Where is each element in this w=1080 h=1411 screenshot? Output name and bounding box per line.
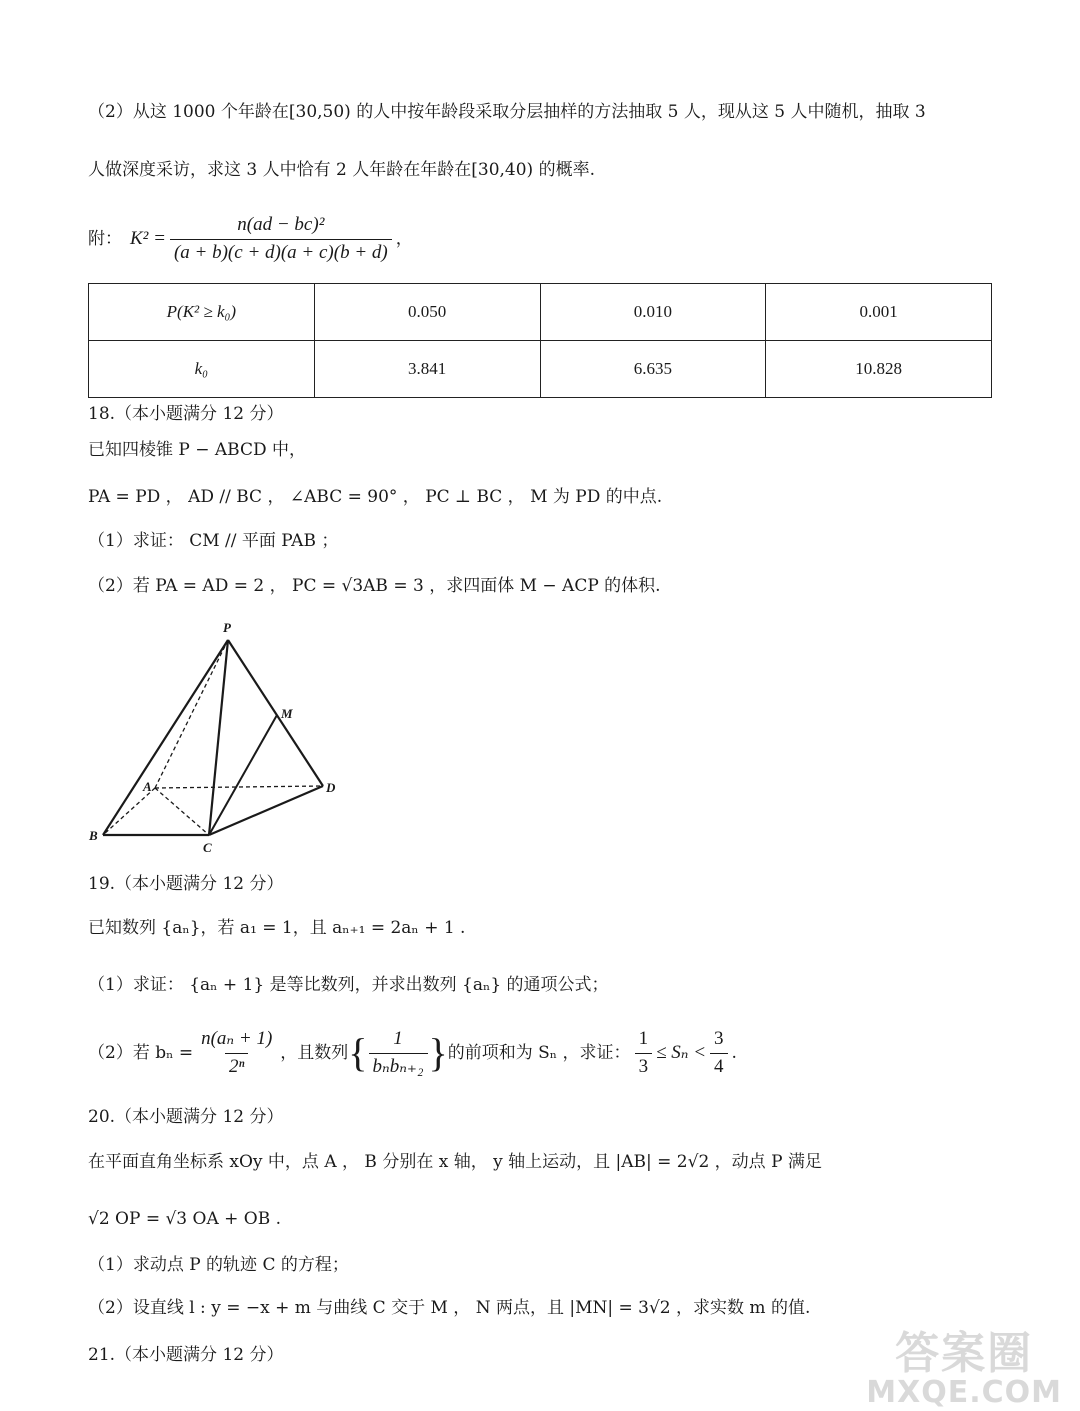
q18-line1: 已知四棱锥 P − ABCD 中，	[88, 440, 307, 460]
q19-seq-denominator: bₙbₙ₊₂	[369, 1053, 428, 1079]
left-brace: {	[348, 1030, 368, 1076]
table-row	[89, 341, 992, 398]
edge-AD-hidden	[155, 786, 323, 788]
label-D: D	[326, 780, 336, 795]
q19-line1: 已知数列 {aₙ}，若 a₁ = 1，且 aₙ₊₁ = 2aₙ + 1 .	[88, 918, 466, 938]
q19-right-denominator: 4	[710, 1053, 728, 1079]
label-B: B	[89, 828, 98, 843]
q18-line2: PA = PD ， AD // BC ， ∠ABC = 90° ， PC ⊥ BC ， M 为 PD 的中点.	[88, 487, 663, 507]
edge-PA-hidden	[155, 640, 228, 788]
table-cell: 0.010	[540, 284, 766, 341]
q19-ineq-mid: ≤ Sₙ <	[656, 1041, 707, 1063]
q19-heading: 19.（本小题满分 12 分）	[88, 874, 284, 894]
edge-PD	[228, 640, 323, 786]
q20-line1: 在平面直角坐标系 xOy 中，点 A ， B 分别在 x 轴， y 轴上运动，且 |AB| = 2√2 ，动点 P 满足	[88, 1152, 822, 1172]
label-M: M	[281, 706, 293, 721]
appendix-suffix: ，	[395, 229, 413, 250]
q18-part2: （2）若 PA = AD = 2 ， PC = √3AB = 3 ，求四面体 M − ACP 的体积.	[88, 576, 661, 596]
q18-heading: 18.（本小题满分 12 分）	[88, 404, 284, 424]
q20-heading: 20.（本小题满分 12 分）	[88, 1107, 284, 1127]
appendix-numerator: n(ad − bc)²	[237, 214, 325, 235]
q19-seq-fraction	[369, 1028, 428, 1079]
label-A: A	[143, 779, 152, 794]
q17-part2-line1: （2）从这 1000 个年龄在[30,50) 的人中按年龄段采取分层抽样的方法抽取 5 人，现从这 5 人中随机，抽取 3	[88, 102, 926, 122]
q19-part1: （1）求证： {aₙ + 1} 是等比数列，并求出数列 {aₙ} 的通项公式；	[88, 975, 609, 995]
q20-part1: （1）求动点 P 的轨迹 C 的方程；	[88, 1255, 349, 1275]
appendix-fraction	[170, 214, 392, 265]
q20-part2: （2）设直线 l : y = −x + m 与曲线 C 交于 M ， N 两点，且 |MN| = 3√2 ，求实数 m 的值.	[88, 1298, 811, 1318]
q19-bn-denominator: 2ⁿ	[225, 1053, 248, 1079]
q17-part2-line2: 人做深度采访，求这 3 人中恰有 2 人年龄在年龄在[30,40) 的概率.	[88, 160, 595, 180]
q20-line2: √2 OP = √3 OA + OB .	[88, 1209, 282, 1229]
q19-right-numerator: 3	[714, 1028, 724, 1049]
table-cell: 3.841	[314, 341, 540, 398]
label-P: P	[223, 620, 231, 635]
right-brace: }	[428, 1030, 448, 1076]
q21-heading: 21.（本小题满分 12 分）	[88, 1345, 284, 1365]
q19-ineq-end: .	[731, 1043, 737, 1064]
edge-CD	[209, 786, 323, 835]
q19-left-numerator: 1	[638, 1028, 649, 1049]
table-cell: 0.001	[766, 284, 992, 341]
q19-left-fraction	[635, 1028, 653, 1079]
appendix-prefix: 附：	[88, 229, 122, 250]
q19-seq-numerator: 1	[393, 1028, 403, 1049]
appendix-denominator: (a + b)(c + d)(a + c)(b + d)	[170, 239, 392, 265]
q18-part1: （1）求证： CM // 平面 PAB ；	[88, 531, 339, 551]
label-C: C	[203, 840, 212, 855]
table-cell: 6.635	[540, 341, 766, 398]
q19-part2-mid: ，且数列	[280, 1043, 349, 1064]
edge-PB	[103, 640, 228, 835]
appendix-formula	[88, 214, 413, 265]
q19-bn-numerator: n(aₙ + 1)	[201, 1028, 273, 1049]
q19-bn-fraction	[197, 1028, 276, 1079]
appendix-lhs: K² =	[130, 227, 166, 249]
table-header-p: P(K² ≥ k₀)	[89, 284, 315, 341]
table-cell: 0.050	[314, 284, 540, 341]
table-row	[89, 284, 992, 341]
watermark	[866, 1328, 1062, 1410]
edge-AC-hidden	[155, 788, 209, 835]
q19-left-denominator: 3	[635, 1053, 653, 1079]
watermark-en: MXQE.COM	[866, 1375, 1062, 1410]
q19-part2-pre: （2）若 bₙ =	[88, 1043, 194, 1064]
critical-value-table	[88, 283, 992, 398]
table-cell: 10.828	[766, 341, 992, 398]
q19-part2	[88, 1028, 737, 1079]
watermark-cn: 答案圈	[895, 1328, 1034, 1379]
table-header-k: k₀	[89, 341, 315, 398]
pyramid-figure	[85, 618, 355, 858]
q19-right-fraction	[710, 1028, 728, 1079]
q19-part2-mid2: 的前项和为 Sₙ ，求证：	[447, 1043, 631, 1064]
